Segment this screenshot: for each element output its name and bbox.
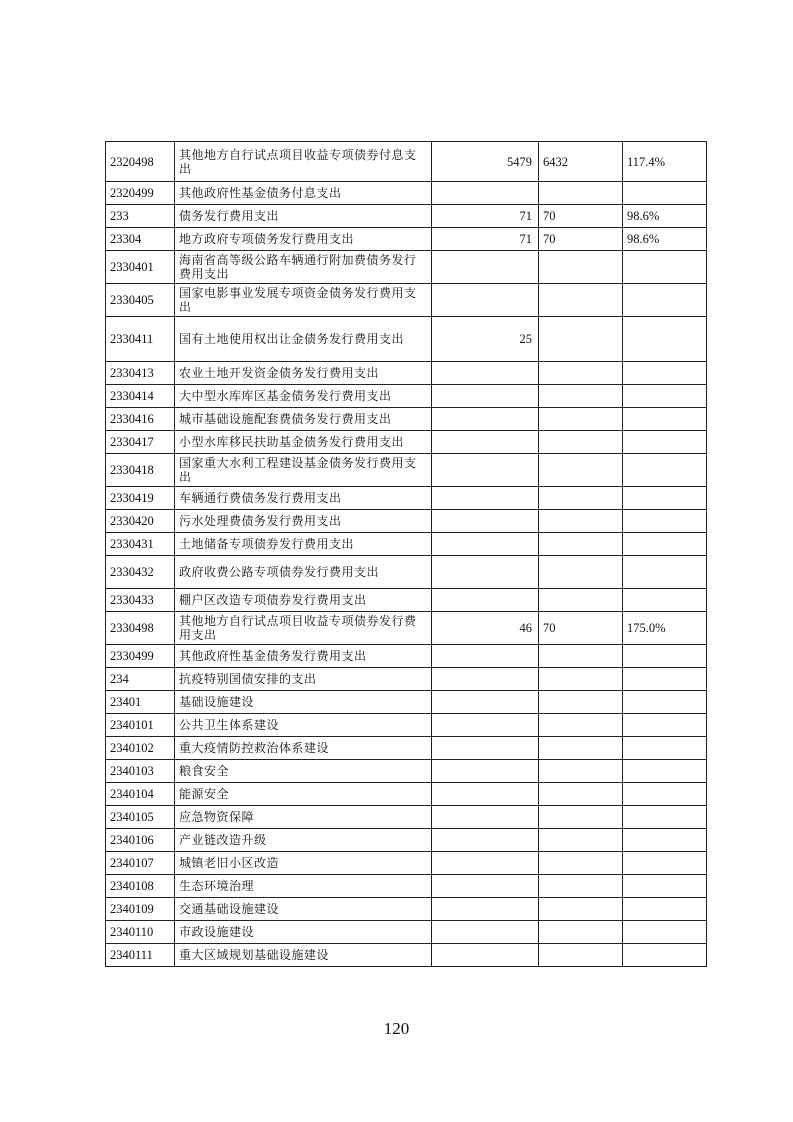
cell-code: 233 <box>106 205 175 228</box>
cell-v1: 5479 <box>432 142 539 182</box>
cell-code: 2330411 <box>106 317 175 362</box>
cell-v2 <box>539 760 623 783</box>
cell-name: 土地储备专项债券发行费用支出 <box>175 533 432 556</box>
cell-code: 2320498 <box>106 142 175 182</box>
cell-name: 国家重大水利工程建设基金债务发行费用支出 <box>175 454 432 487</box>
cell-v3 <box>623 385 707 408</box>
cell-name: 粮食安全 <box>175 760 432 783</box>
cell-v2 <box>539 385 623 408</box>
cell-v2 <box>539 556 623 589</box>
cell-v3 <box>623 317 707 362</box>
table-row <box>106 921 707 944</box>
cell-v1 <box>432 408 539 431</box>
cell-v1: 71 <box>432 205 539 228</box>
table-row <box>106 760 707 783</box>
cell-name: 其他地方自行试点项目收益专项债券付息支出 <box>175 142 432 182</box>
table-row <box>106 852 707 875</box>
cell-v2: 70 <box>539 205 623 228</box>
cell-v2 <box>539 284 623 317</box>
cell-name: 海南省高等级公路车辆通行附加费债务发行费用支出 <box>175 251 432 284</box>
table-row <box>106 510 707 533</box>
cell-v3 <box>623 251 707 284</box>
page-number: 120 <box>383 1019 410 1038</box>
cell-v3 <box>623 944 707 967</box>
cell-name: 其他政府性基金债务付息支出 <box>175 182 432 205</box>
cell-v1 <box>432 533 539 556</box>
cell-name: 污水处理费债务发行费用支出 <box>175 510 432 533</box>
cell-v2 <box>539 317 623 362</box>
cell-name: 国有土地使用权出让金债务发行费用支出 <box>175 317 432 362</box>
cell-code: 234 <box>106 668 175 691</box>
cell-code: 2340110 <box>106 921 175 944</box>
cell-name: 车辆通行费债务发行费用支出 <box>175 487 432 510</box>
cell-v1 <box>432 875 539 898</box>
cell-name: 重大区域规划基础设施建设 <box>175 944 432 967</box>
cell-v2 <box>539 921 623 944</box>
cell-name: 公共卫生体系建设 <box>175 714 432 737</box>
table-row <box>106 454 707 487</box>
cell-code: 2330417 <box>106 431 175 454</box>
cell-v3 <box>623 533 707 556</box>
cell-v3 <box>623 760 707 783</box>
cell-name: 政府收费公路专项债券发行费用支出 <box>175 556 432 589</box>
cell-v2 <box>539 182 623 205</box>
table-row <box>106 589 707 612</box>
cell-v1 <box>432 737 539 760</box>
cell-code: 2340102 <box>106 737 175 760</box>
cell-v2: 6432 <box>539 142 623 182</box>
table-row <box>106 783 707 806</box>
table-row <box>106 668 707 691</box>
cell-code: 2330498 <box>106 612 175 645</box>
cell-v3: 175.0% <box>623 612 707 645</box>
cell-v3 <box>623 182 707 205</box>
table-row <box>106 806 707 829</box>
cell-v1: 46 <box>432 612 539 645</box>
cell-v2: 70 <box>539 228 623 251</box>
table-row <box>106 556 707 589</box>
cell-v2 <box>539 806 623 829</box>
cell-code: 2330432 <box>106 556 175 589</box>
cell-name: 大中型水库库区基金债务发行费用支出 <box>175 385 432 408</box>
cell-code: 2330413 <box>106 362 175 385</box>
cell-v1 <box>432 829 539 852</box>
cell-v2 <box>539 487 623 510</box>
cell-name: 基础设施建设 <box>175 691 432 714</box>
cell-v3 <box>623 668 707 691</box>
cell-v1 <box>432 454 539 487</box>
cell-v1 <box>432 362 539 385</box>
cell-v2 <box>539 852 623 875</box>
table-row <box>106 431 707 454</box>
cell-v2 <box>539 875 623 898</box>
table-row <box>106 205 707 228</box>
cell-v1: 71 <box>432 228 539 251</box>
cell-name: 生态环境治理 <box>175 875 432 898</box>
cell-v2 <box>539 251 623 284</box>
table-row <box>106 944 707 967</box>
cell-code: 2340103 <box>106 760 175 783</box>
cell-v1 <box>432 431 539 454</box>
cell-v2: 70 <box>539 612 623 645</box>
cell-v1 <box>432 510 539 533</box>
cell-v2 <box>539 431 623 454</box>
cell-code: 2330433 <box>106 589 175 612</box>
cell-v2 <box>539 454 623 487</box>
cell-v1 <box>432 251 539 284</box>
cell-v2 <box>539 645 623 668</box>
cell-v3 <box>623 362 707 385</box>
cell-code: 2330418 <box>106 454 175 487</box>
table-row <box>106 142 707 182</box>
cell-v1 <box>432 852 539 875</box>
table-row <box>106 737 707 760</box>
cell-name: 应急物资保障 <box>175 806 432 829</box>
cell-v3 <box>623 284 707 317</box>
cell-v2 <box>539 668 623 691</box>
cell-v2 <box>539 829 623 852</box>
cell-v2 <box>539 714 623 737</box>
cell-v3 <box>623 783 707 806</box>
cell-v1 <box>432 806 539 829</box>
cell-v2 <box>539 783 623 806</box>
cell-code: 2330414 <box>106 385 175 408</box>
cell-code: 23304 <box>106 228 175 251</box>
table-body <box>106 142 707 967</box>
cell-name: 债务发行费用支出 <box>175 205 432 228</box>
cell-v1 <box>432 385 539 408</box>
cell-name: 市政设施建设 <box>175 921 432 944</box>
cell-v3: 117.4% <box>623 142 707 182</box>
table-row <box>106 533 707 556</box>
cell-v1 <box>432 284 539 317</box>
cell-v1 <box>432 589 539 612</box>
cell-v3 <box>623 714 707 737</box>
table-row <box>106 714 707 737</box>
cell-code: 2330431 <box>106 533 175 556</box>
cell-v1 <box>432 668 539 691</box>
cell-code: 2340105 <box>106 806 175 829</box>
cell-code: 2330405 <box>106 284 175 317</box>
cell-name: 小型水库移民扶助基金债务发行费用支出 <box>175 431 432 454</box>
table-row <box>106 228 707 251</box>
cell-name: 棚户区改造专项债券发行费用支出 <box>175 589 432 612</box>
cell-code: 2340104 <box>106 783 175 806</box>
cell-v3 <box>623 806 707 829</box>
table-row <box>106 829 707 852</box>
cell-code: 2330416 <box>106 408 175 431</box>
cell-code: 2330401 <box>106 251 175 284</box>
table-row <box>106 691 707 714</box>
cell-v1 <box>432 182 539 205</box>
cell-v2 <box>539 408 623 431</box>
cell-code: 23401 <box>106 691 175 714</box>
cell-v2 <box>539 737 623 760</box>
table-row <box>106 408 707 431</box>
cell-v3 <box>623 691 707 714</box>
cell-name: 其他政府性基金债务发行费用支出 <box>175 645 432 668</box>
budget-table <box>105 141 707 967</box>
cell-v3 <box>623 852 707 875</box>
table-row <box>106 317 707 362</box>
cell-code: 2340106 <box>106 829 175 852</box>
cell-code: 2340109 <box>106 898 175 921</box>
cell-name: 能源安全 <box>175 783 432 806</box>
cell-name: 其他地方自行试点项目收益专项债券发行费用支出 <box>175 612 432 645</box>
cell-v3 <box>623 921 707 944</box>
cell-code: 2340111 <box>106 944 175 967</box>
cell-v3 <box>623 829 707 852</box>
cell-name: 产业链改造升级 <box>175 829 432 852</box>
cell-v1 <box>432 783 539 806</box>
cell-name: 国家电影事业发展专项资金债务发行费用支出 <box>175 284 432 317</box>
cell-v2 <box>539 589 623 612</box>
cell-code: 2330420 <box>106 510 175 533</box>
cell-name: 农业土地开发资金债务发行费用支出 <box>175 362 432 385</box>
cell-code: 2330499 <box>106 645 175 668</box>
table-row <box>106 284 707 317</box>
cell-code: 2330419 <box>106 487 175 510</box>
table-row <box>106 362 707 385</box>
cell-v3 <box>623 454 707 487</box>
cell-v1 <box>432 645 539 668</box>
cell-v3 <box>623 556 707 589</box>
cell-name: 地方政府专项债务发行费用支出 <box>175 228 432 251</box>
table-row <box>106 612 707 645</box>
cell-v1 <box>432 944 539 967</box>
table-row <box>106 898 707 921</box>
cell-v3: 98.6% <box>623 228 707 251</box>
cell-v2 <box>539 944 623 967</box>
table-row <box>106 875 707 898</box>
cell-v3 <box>623 408 707 431</box>
cell-v2 <box>539 533 623 556</box>
cell-v3 <box>623 898 707 921</box>
cell-v2 <box>539 510 623 533</box>
cell-v1 <box>432 556 539 589</box>
cell-name: 重大疫情防控救治体系建设 <box>175 737 432 760</box>
cell-name: 城镇老旧小区改造 <box>175 852 432 875</box>
cell-v3 <box>623 510 707 533</box>
table-row <box>106 251 707 284</box>
cell-name: 城市基础设施配套费债务发行费用支出 <box>175 408 432 431</box>
cell-v1 <box>432 691 539 714</box>
cell-code: 2320499 <box>106 182 175 205</box>
cell-v2 <box>539 898 623 921</box>
cell-v2 <box>539 691 623 714</box>
cell-code: 2340107 <box>106 852 175 875</box>
cell-name: 抗疫特别国债安排的支出 <box>175 668 432 691</box>
cell-name: 交通基础设施建设 <box>175 898 432 921</box>
cell-v1 <box>432 487 539 510</box>
cell-v1 <box>432 921 539 944</box>
cell-v2 <box>539 362 623 385</box>
cell-v3 <box>623 875 707 898</box>
cell-v3 <box>623 487 707 510</box>
table-row <box>106 182 707 205</box>
cell-v3: 98.6% <box>623 205 707 228</box>
cell-v3 <box>623 645 707 668</box>
table-row <box>106 487 707 510</box>
cell-v3 <box>623 431 707 454</box>
table-row <box>106 645 707 668</box>
cell-v1 <box>432 760 539 783</box>
cell-v3 <box>623 589 707 612</box>
cell-code: 2340108 <box>106 875 175 898</box>
cell-v1 <box>432 714 539 737</box>
cell-code: 2340101 <box>106 714 175 737</box>
table-row <box>106 385 707 408</box>
cell-v1 <box>432 898 539 921</box>
cell-v1: 25 <box>432 317 539 362</box>
cell-v3 <box>623 737 707 760</box>
